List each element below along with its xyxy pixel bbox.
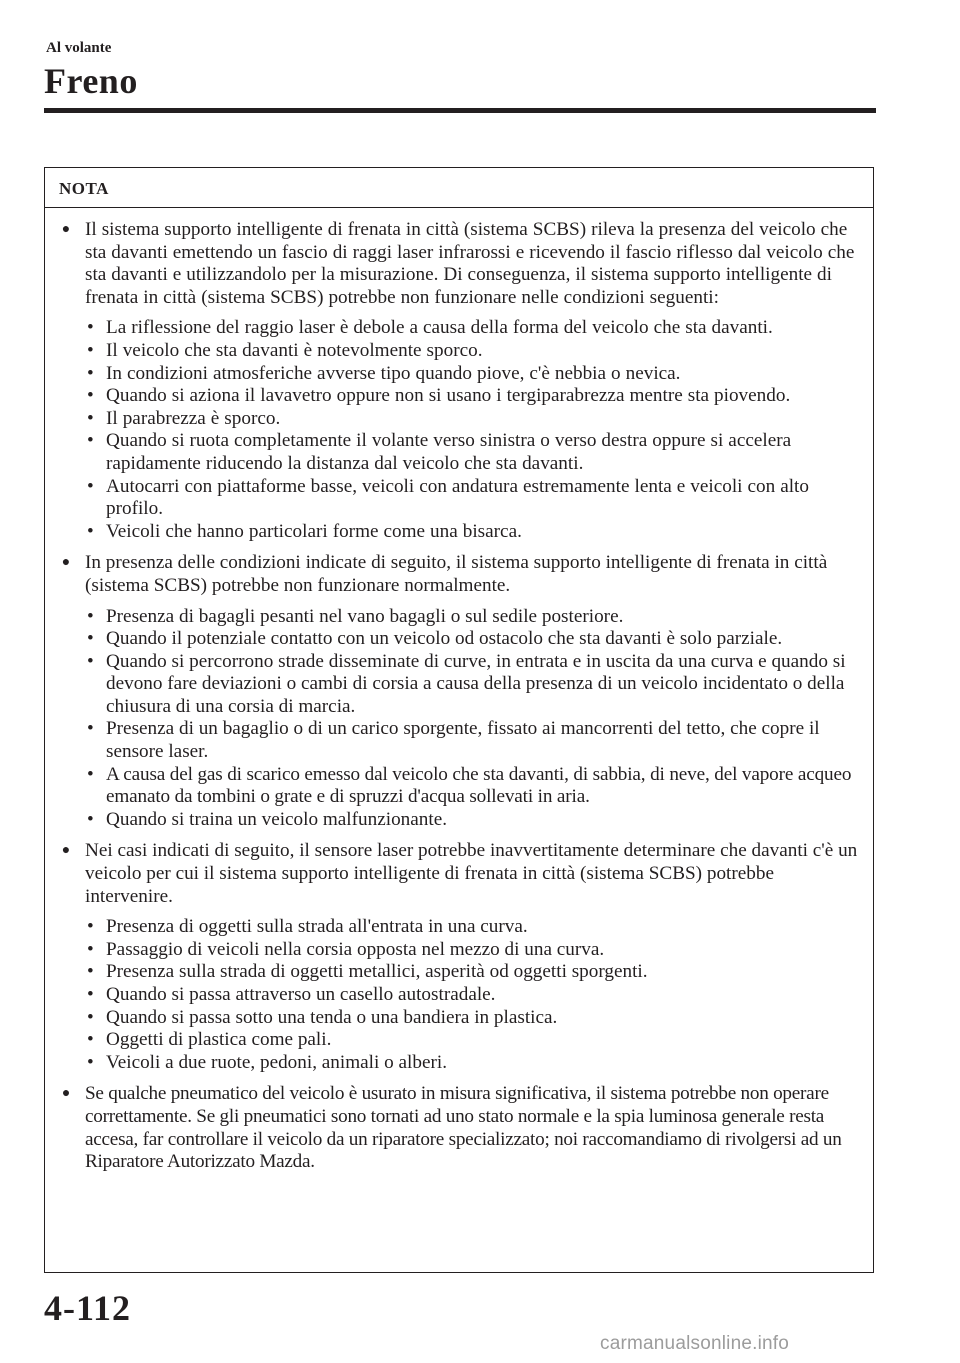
sub-list (85, 916, 861, 1074)
note-header: NOTA (45, 168, 873, 208)
sub-item-text: Il veicolo che sta davanti è notevolmente sporco. (106, 339, 483, 361)
sub-item-text: Quando il potenziale contatto con un veicolo od ostacolo che sta davanti è solo parziale. (106, 628, 783, 650)
sub-item-text: La riflessione del raggio laser è debole a causa della forma del veicolo che sta davanti. (106, 317, 773, 339)
sub-bullet-icon: • (87, 1006, 94, 1028)
note-item (59, 1083, 861, 1173)
sub-bullet-icon: • (87, 938, 94, 960)
sub-bullet-icon: • (87, 1051, 94, 1073)
section-label: Al volante (46, 40, 112, 56)
bullet-icon: ● (61, 843, 71, 859)
sub-bullet-icon: • (87, 763, 94, 785)
sub-item (85, 317, 861, 340)
sub-item-text: Veicoli a due ruote, pedoni, animali o alberi. (106, 1051, 447, 1073)
sub-item (85, 961, 861, 984)
sub-item (85, 340, 861, 363)
title-rule (44, 108, 876, 113)
sub-item (85, 476, 861, 521)
note-item-text: Il sistema supporto intelligente di frenata in città (sistema SCBS) rileva la presenza del veicolo che sta davanti emettendo un fascio di raggi laser infrarossi e ricevendo il fascio riflesso dal veicolo che sta davanti e utilizzandolo per la misurazione. Di conseguenza, il sistema supporto intelligente di frenata in città (sistema SCBS) potrebbe non funzionare nelle condizioni seguenti: (85, 219, 855, 308)
sub-item-text: Quando si percorrono strade disseminate di curve, in entrata e in uscita da una curva e quando si devono fare deviazioni o cambi di corsia a causa della presenza di un veicolo incidentato o della chiusura di una corsia di marcia. (106, 650, 846, 717)
sub-bullet-icon: • (87, 385, 94, 407)
note-item-text: Se qualche pneumatico del veicolo è usurato in misura significativa, il sistema potrebbe non operare correttamente. Se gli pneumatici sono tornati ad uno stato normale e la spia luminosa generale resta accesa, far controllare il veicolo da un riparatore specializzato; noi raccomandiamo di rivolgersi ad un Riparatore Autorizzato Mazda. (85, 1083, 842, 1173)
sub-bullet-icon: • (87, 407, 94, 429)
sub-item-text: Presenza sulla strada di oggetti metallici, asperità od oggetti sporgenti. (106, 961, 648, 983)
sub-bullet-icon: • (87, 808, 94, 830)
sub-item (85, 363, 861, 386)
sub-item (85, 809, 861, 832)
note-item-text: Nei casi indicati di seguito, il sensore laser potrebbe inavvertitamente determinare che davanti c'è un veicolo per cui il sistema supporto intelligente di frenata in città (sistema SCBS) potrebbe intervenire. (85, 840, 858, 907)
sub-bullet-icon: • (87, 1029, 94, 1051)
sub-item (85, 764, 861, 809)
sub-item-text: Oggetti di plastica come pali. (106, 1029, 332, 1051)
sub-list (85, 317, 861, 543)
sub-item-text: Quando si passa sotto una tenda o una bandiera in plastica. (106, 1006, 558, 1028)
sub-bullet-icon: • (87, 718, 94, 740)
sub-item-text: Veicoli che hanno particolari forme come una bisarca. (106, 520, 522, 542)
sub-bullet-icon: • (87, 650, 94, 672)
sub-item-text: Quando si ruota completamente il volante verso sinistra o verso destra oppure si accelera rapidamente riducendo la distanza dal veicolo che sta davanti. (106, 430, 792, 474)
sub-bullet-icon: • (87, 520, 94, 542)
sub-bullet-icon: • (87, 362, 94, 384)
sub-item-text: Quando si traina un veicolo malfunzionante. (106, 808, 448, 830)
sub-bullet-icon: • (87, 984, 94, 1005)
sub-item-text: Il parabrezza è sporco. (106, 407, 281, 429)
sub-item (85, 1029, 861, 1052)
sub-item-text: Quando si passa attraverso un casello autostradale. (106, 984, 496, 1005)
watermark: carmanualsonline.info (600, 1333, 790, 1354)
sub-item-text: Quando si aziona il lavavetro oppure non si usano i tergiparabrezza mentre sta piovendo. (106, 385, 791, 407)
sub-bullet-icon: • (87, 475, 94, 497)
sub-bullet-icon: • (87, 605, 94, 627)
sub-item-text: Autocarri con piattaforme basse, veicoli con andatura estremamente lenta e veicoli con alto profilo. (106, 475, 809, 520)
page-number: 4-112 (44, 1288, 132, 1328)
sub-bullet-icon: • (87, 628, 94, 650)
sub-item (85, 521, 861, 544)
sub-item (85, 718, 861, 763)
sub-item (85, 606, 861, 629)
sub-bullet-icon: • (87, 961, 94, 983)
note-list (59, 219, 861, 1174)
note-body (45, 208, 873, 1174)
note-item-text: In presenza delle condizioni indicate di seguito, il sistema supporto intelligente di frenata in città (sistema SCBS) potrebbe non funzionare normalmente. (85, 552, 828, 596)
sub-item-text: Presenza di oggetti sulla strada all'entrata in una curva. (106, 916, 528, 938)
sub-item (85, 1052, 861, 1075)
sub-item (85, 430, 861, 475)
bullet-icon: ● (61, 1086, 71, 1102)
sub-bullet-icon: • (87, 916, 94, 938)
page-title: Freno (44, 61, 138, 101)
sub-item (85, 408, 861, 431)
sub-item-text: A causa del gas di scarico emesso dal veicolo che sta davanti, di sabbia, di neve, del vapore acqueo emanato da tombini o grate e di spruzzi d'acqua sollevati in aria. (106, 763, 852, 808)
sub-item-text: Passaggio di veicoli nella corsia opposta nel mezzo di una curva. (106, 938, 605, 960)
sub-item (85, 651, 861, 719)
sub-item-text: Presenza di un bagaglio o di un carico sporgente, fissato ai mancorrenti del tetto, che copre il sensore laser. (106, 718, 820, 763)
sub-item-text: In condizioni atmosferiche avverse tipo quando piove, c'è nebbia o nevica. (106, 362, 681, 384)
sub-bullet-icon: • (87, 317, 94, 339)
sub-item (85, 984, 861, 1007)
note-box (44, 167, 874, 1273)
sub-item (85, 939, 861, 962)
sub-item (85, 385, 861, 408)
bullet-icon: ● (61, 555, 71, 571)
note-item (59, 219, 861, 543)
sub-list (85, 606, 861, 832)
note-item (59, 840, 861, 1074)
note-item (59, 552, 861, 831)
sub-bullet-icon: • (87, 430, 94, 452)
bullet-icon: ● (61, 222, 71, 237)
sub-item (85, 916, 861, 939)
sub-item (85, 628, 861, 651)
sub-item-text: Presenza di bagagli pesanti nel vano bagagli o sul sedile posteriore. (106, 605, 624, 627)
sub-bullet-icon: • (87, 339, 94, 361)
sub-item (85, 1007, 861, 1030)
